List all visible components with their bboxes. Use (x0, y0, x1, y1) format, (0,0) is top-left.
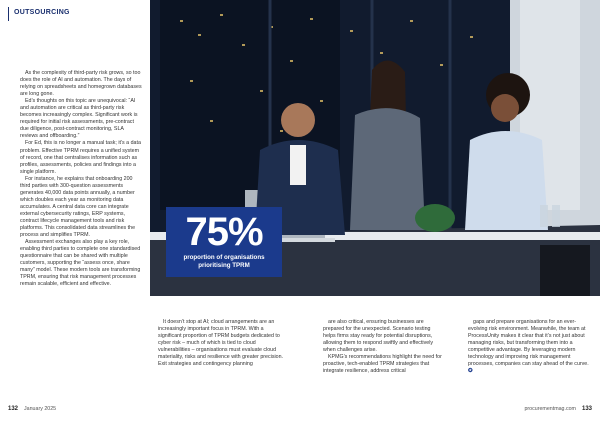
paragraph: For instance, he explains that onboarding 200 third parties with 300-question assessments generates 40,000 data points annually, a number which doubles each year as monitoring data accumulates. A central data core can integrate external cybersecurity ratings, ERP systems, contract lifecycle management tools and risk platforms. This consolidated data streamlines the process and simplifies TPRM. (20, 175, 136, 239)
section-rule (8, 7, 9, 21)
page-number-left: 132 (8, 406, 19, 412)
text-column-3 (323, 319, 443, 398)
end-mark-icon: ✪ (468, 368, 473, 375)
paragraph: For Ed, this is no longer a manual task; it’s a data problem. Effective TPRM requires a unified system of record, one that centralises information such as profiles, assessments, policies and findings into a single platform. (20, 140, 141, 175)
paragraph: are also critical, ensuring businesses are prepared for the unexpected. Scenario testing helps firms stay ready for potential disruptions, allowing them to respond swiftly and effectively when challenges arise. (323, 319, 434, 354)
left-text-column (20, 70, 143, 396)
issue-date: January 2025 (24, 406, 57, 412)
stat-number: 75% (185, 210, 263, 254)
footer-left (8, 406, 56, 412)
footer-right (524, 406, 592, 412)
paragraph: KPMG’s recommendations highlight the need for proactive, tech-enabled TPRM strategies that integrate resilience, address critical (323, 354, 442, 375)
section-label: OUTSOURCING (14, 9, 70, 16)
paragraph (468, 319, 593, 375)
stat-callout (166, 207, 282, 277)
text-column-2 (158, 319, 288, 398)
website-link[interactable]: procurementmag.com (524, 406, 576, 412)
paragraph: Ed’s thoughts on this topic are unequivocal: “AI and automation are critical as third-party risk becomes increasingly complex. Significant work is required for initial risk assessments, pre-contract due diligence, post-contract monitoring, SLA reviews and offboarding.” (20, 98, 138, 140)
paragraph: It doesn’t stop at AI; cloud arrangements are an increasingly important focus in TPRM. With a significant proportion of TPRM budgets dedicated to cyber risk – much of which is tied to cloud vulnerabilities – organisations must evaluate cloud materiality, risks and resilience with greater precision. Exit strategies and contingency planning (158, 319, 284, 368)
text-column-4 (468, 319, 593, 398)
stat-caption: proportion of organisations prioritising TPRM (183, 254, 265, 269)
page-number-right: 133 (581, 406, 592, 412)
paragraph-text: gaps and prepare organisations for an ever-evolving risk environment. Meanwhile, the team at ProcessUnity makes it clear that it’s not just about managing risks, but transforming them into a competitive advantage. By leveraging modern technology and improving risk management processes, companies can stay ahead of the curve. (468, 319, 589, 368)
paragraph: As the complexity of third-party risk grows, so too does the role of AI and automation. The days of relying on spreadsheets and homegrown databases are long gone. (20, 70, 142, 98)
paragraph: Assessment exchanges also play a key role, enabling third parties to complete one standardised questionnaire that can be shared with multiple customers, supporting the “assess once, share many” model. These modern tools are transforming TPRM, ensuring that risk management processes remain scalable, efficient and effective. (20, 239, 141, 288)
